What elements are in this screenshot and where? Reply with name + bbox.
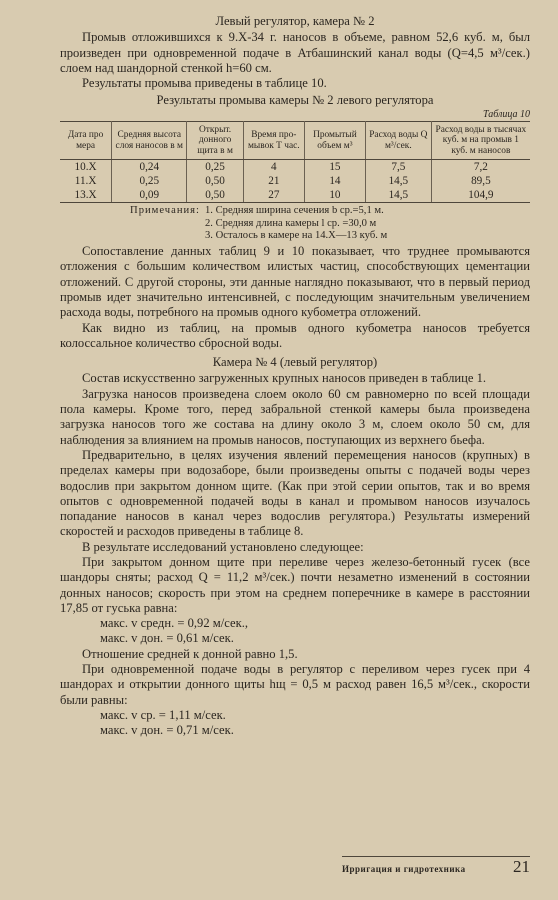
- page-number: 21: [513, 857, 530, 876]
- table-cell: 13.X: [60, 188, 112, 203]
- note-item: 1. Средняя ширина сечения b ср.=5,1 м.: [205, 205, 384, 217]
- closed-shield-paragraph: При закрытом донном щите при переливе через железо-бетонный гусек (все шандоры сняты; расход Q = 11,2 м³/сек.) почти незаметно изменений в состоянии донных наносов; скорость при этом на среднем поперечнике в камере в расстоянии 17,85 от гуська равна:: [60, 555, 530, 615]
- intro-paragraph: Промыв отложившихся к 9.X-34 г. наносов в объеме, равном 52,6 куб. м, был произведен при одновременной подаче в Атбашинский канал воды (Q=4,5 м³/сек.) слоем над шандорной стенкой h=60 см.: [60, 30, 530, 75]
- table-header-cell: Открыт. донного щита в м: [187, 121, 243, 160]
- formula-max-mean-1: макс. v средн. = 0,92 м/сек.,: [100, 616, 249, 631]
- formula-max-bottom-2: макс. v дон. = 0,71 м/сек.: [100, 723, 234, 738]
- table-cell: 0,25: [112, 174, 187, 188]
- table-header-cell: Расход воды Q м³/сек.: [365, 121, 431, 160]
- loading-paragraph: Загрузка наносов произведена слоем около 60 см равномерно по всей площади пола камеры. Кроме того, перед забральной стенкой камеры была произведена загрузка наносов того же состава на длину около 3 м, слоем около 50 см, для наблюдения за влиянием на промыв наносов, поступающих из верхнего бьефа.: [60, 386, 530, 447]
- ratio-paragraph: Отношение средней к донной равно 1,5.: [82, 646, 298, 661]
- table-cell: 0,25: [187, 160, 243, 175]
- table-header-cell: Время промывок Т час.: [243, 121, 304, 160]
- table-cell: 27: [243, 188, 304, 203]
- table-header-cell: Дата про мера: [60, 121, 112, 160]
- table-cell: 14,5: [365, 174, 431, 188]
- results-table: [60, 121, 530, 204]
- table-row: [60, 160, 530, 175]
- table-cell: 104,9: [431, 188, 530, 203]
- table-title: Результаты промыва камеры № 2 левого регулятора: [156, 93, 434, 108]
- table-label: Таблица 10: [483, 108, 530, 120]
- prelim-paragraph: Предварительно, в целях изучения явлений перемещения наносов (крупных) в пределах камеры при водозаборе, были произведены опыты с подачей воды через водослив при закрытом донном щите. (Как при этой серии опытов, так и во время опытов с одновременной подачей воды в канал и промывом наносов изучалось попадание наносов в канал через водослив регулятора.) Результаты измерений скоростей и расходов приведены в таблице 8.: [60, 447, 530, 539]
- table-cell: 14: [304, 174, 365, 188]
- formula-max-bottom-1: макс. v дон. = 0,61 м/сек.: [100, 631, 234, 646]
- composition-paragraph: Состав искусственно загруженных крупных наносов приведен в таблице 1.: [82, 371, 487, 386]
- page-footer: [342, 856, 530, 877]
- table-header-cell: Средняя высота слоя наносов в м: [112, 121, 187, 160]
- table-notes: [60, 205, 530, 243]
- journal-name: Ирригация и гидротехника: [342, 864, 466, 874]
- notes-lead: Примечания:: [130, 205, 200, 217]
- compare-paragraph: Сопоставление данных таблиц 9 и 10 показывает, что труднее промываются отложения с большим количеством илистых частиц, способствующих цементации отложений. С другой стороны, эти данные наглядно показывают, что в первый период промыв идет значительно интенсивней, с последующим значительным увеличением расхода воды, потребного на промыв одного кубометра отложений.: [60, 244, 530, 320]
- table-row: [60, 174, 530, 188]
- table-cell: 4: [243, 160, 304, 175]
- table-cell: 0,50: [187, 174, 243, 188]
- table-cell: 0,24: [112, 160, 187, 175]
- table-cell: 0,09: [112, 188, 187, 203]
- table-header-cell: Расход воды в тысячах куб. м на промыв 1 куб. м наносов: [431, 121, 530, 160]
- note-item: 3. Осталось в камере на 14.X—13 куб. м: [205, 230, 388, 242]
- table-cell: 7,5: [365, 160, 431, 175]
- table-header-row: [60, 121, 530, 160]
- simultaneous-paragraph: При одновременной подаче воды в регулятор с переливом через гусек при 4 шандорах и открытии донного щиты hщ = 0,5 м расход равен 16,5 м³/сек., скорости были равны:: [60, 662, 530, 707]
- table-cell: 89,5: [431, 174, 530, 188]
- table-cell: 10: [304, 188, 365, 203]
- table-cell: 14,5: [365, 188, 431, 203]
- section-title: Левый регулятор, камера № 2: [215, 14, 375, 28]
- table-cell: 21: [243, 174, 304, 188]
- table-header-cell: Промытый объем м³: [304, 121, 365, 160]
- table-cell: 15: [304, 160, 365, 175]
- note-item: 2. Средняя длина камеры l ср. =30,0 м: [205, 217, 377, 229]
- table-cell: 11.X: [60, 174, 112, 188]
- table-cell: 0,50: [187, 188, 243, 203]
- chamber4-title: Камера № 4 (левый регулятор): [212, 355, 378, 370]
- table-row: [60, 188, 530, 203]
- table-cell: 10.X: [60, 160, 112, 175]
- table-cell: 7,2: [431, 160, 530, 175]
- table-shows-paragraph: Как видно из таблиц, на промыв одного кубометра наносов требуется колоссальное количество сбросной воды.: [60, 320, 530, 350]
- results-line: Результаты промыва приведены в таблице 10.: [82, 76, 327, 91]
- formula-max-mean-2: макс. v ср. = 1,11 м/сек.: [100, 707, 226, 722]
- result-paragraph: В результате исследований установлено следующее:: [82, 539, 364, 554]
